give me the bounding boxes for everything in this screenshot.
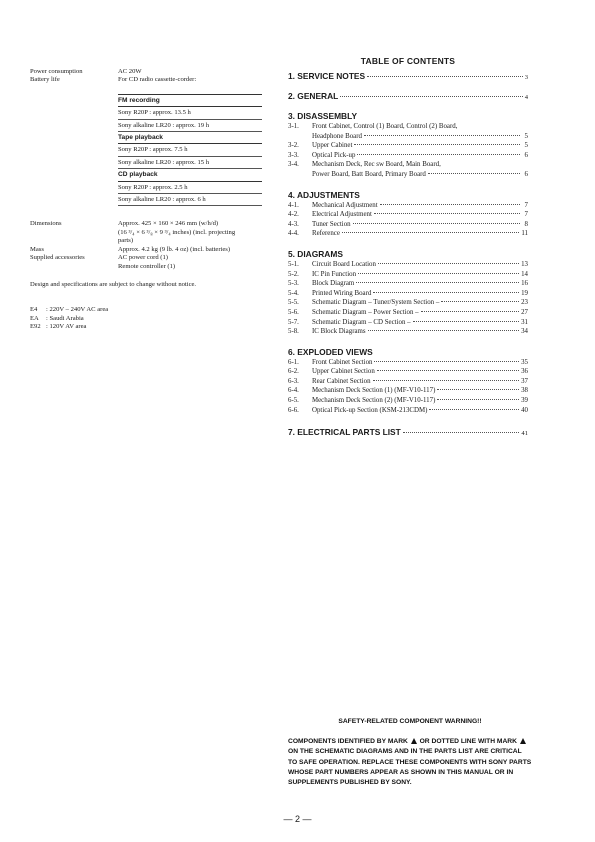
- toc-entry-text: Headphone Board: [312, 132, 362, 140]
- toc-entry-number: 5-3.: [288, 280, 299, 288]
- toc-chapter-adjustments[interactable]: 4. ADJUSTMENTS: [288, 189, 360, 200]
- toc-page-number: 31: [521, 318, 528, 326]
- table-row: Sony alkaline LR20 : approx. 19 h: [118, 120, 262, 132]
- dot-leader: [378, 263, 519, 264]
- page-number: — 2 —: [283, 814, 312, 824]
- dot-leader: [441, 301, 519, 302]
- spec-label: Supplied accessories: [30, 254, 85, 262]
- area-code: E92: [30, 323, 41, 331]
- toc-entry-text: Upper Cabinet: [312, 142, 353, 150]
- toc-entry-text: Mechanism Deck, Rec sw Board, Main Board,: [312, 161, 441, 169]
- toc-entry-text: Mechanical Adjustment: [312, 201, 378, 209]
- dot-leader: [358, 273, 519, 274]
- toc-entry-number: 5-1.: [288, 260, 299, 268]
- dot-leader: [367, 76, 523, 77]
- area-code-row: [30, 315, 262, 323]
- toc-page-number: 37: [521, 377, 528, 385]
- spec-label: Dimensions: [30, 220, 62, 228]
- toc-entry-number: 5-7.: [288, 318, 299, 326]
- toc-adjustments-list: [288, 201, 528, 239]
- toc-entry-text: Electrical Adjustment: [312, 211, 372, 219]
- toc-entry-number: 5-5.: [288, 299, 299, 307]
- dot-leader: [353, 223, 520, 224]
- toc-entry[interactable]: [288, 151, 528, 161]
- safety-heading: SAFETY-RELATED COMPONENT WARNING!!: [338, 718, 482, 725]
- toc-entry-text: Front Cabinet, Control (1) Board, Control (2) Board,: [312, 123, 458, 130]
- toc-page-number: 23: [521, 299, 528, 307]
- spec-label: Battery life: [30, 76, 60, 84]
- toc-entry[interactable]: [288, 386, 528, 396]
- toc-entry[interactable]: [288, 377, 528, 387]
- toc-page-number: 5: [524, 142, 528, 150]
- spec-note: Design and specifications are subject to change without notice.: [30, 280, 197, 288]
- toc-page-number: 6: [524, 170, 528, 178]
- safety-text-part: OR DOTTED LINE WITH MARK: [419, 738, 517, 746]
- dot-leader: [356, 282, 519, 283]
- toc-entry[interactable]: [288, 141, 528, 151]
- toc-entry-text: Schematic Diagram – Tuner/System Section –: [312, 299, 440, 307]
- dot-leader: [428, 173, 520, 174]
- spec-value: Approx. 4.2 kg (9 lb. 4 oz) (incl. batteries): [118, 245, 231, 253]
- dot-leader: [403, 432, 520, 433]
- toc-entry[interactable]: [288, 201, 528, 211]
- toc-entry[interactable]: [288, 406, 528, 416]
- toc-entry-text: IC Pin Function: [312, 270, 357, 278]
- toc-page-number: 6: [524, 151, 528, 159]
- toc-page-number: 7: [524, 201, 528, 209]
- toc-entry[interactable]: [288, 260, 528, 270]
- toc-chapter-label: 2. GENERAL: [288, 91, 339, 101]
- toc-entry-text: Printed Wiring Board: [312, 289, 372, 297]
- dot-leader: [354, 144, 520, 145]
- toc-entry-number: 4-2.: [288, 211, 299, 219]
- dot-leader: [377, 370, 519, 371]
- safety-text: [288, 737, 532, 788]
- dot-leader: [374, 361, 519, 362]
- toc-title: TABLE OF CONTENTS: [360, 56, 456, 66]
- toc-entry-text: Optical Pick-up Section (KSM-213CDM): [312, 406, 428, 414]
- toc-entry-number: 3-1.: [288, 123, 299, 130]
- spec-value-line: AC power cord (1): [118, 254, 168, 262]
- toc-entry-number: 4-3.: [288, 220, 299, 228]
- area-code: E4: [30, 306, 38, 314]
- toc-chapter-exploded-views[interactable]: 6. EXPLODED VIEWS: [288, 346, 373, 357]
- toc-chapter-label: 1. SERVICE NOTES: [288, 71, 366, 81]
- toc-chapter-disassembly[interactable]: 3. DISASSEMBLY: [288, 111, 358, 121]
- toc-entry-text: Upper Cabinet Section: [312, 368, 375, 376]
- toc-entry[interactable]: [288, 289, 528, 299]
- toc-entry-number: 5-8.: [288, 328, 299, 336]
- toc-page-number: 41: [521, 430, 528, 438]
- toc-entry[interactable]: [288, 160, 528, 179]
- toc-entry[interactable]: [288, 327, 528, 337]
- spec-mass: [30, 246, 262, 254]
- toc-chapter-label: 7. ELECTRICAL PARTS LIST: [288, 427, 401, 438]
- spec-value: [118, 254, 262, 271]
- dot-leader: [340, 96, 522, 97]
- toc-entry-number: 6-1.: [288, 358, 299, 366]
- toc-entry-number: 6-4.: [288, 387, 299, 395]
- spec-dimensions: [30, 220, 262, 245]
- spec-value-line: Approx. 425 × 160 × 246 mm (w/h/d): [118, 220, 219, 228]
- toc-entry-number: 4-1.: [288, 201, 299, 209]
- spec-value-line: Remote controller (1): [118, 262, 176, 270]
- safety-warning: [288, 717, 532, 788]
- toc-page-number: 4: [524, 94, 528, 101]
- dot-leader: [421, 311, 520, 312]
- toc-entry-number: 3-3.: [288, 151, 299, 159]
- toc-entry[interactable]: [288, 396, 528, 406]
- area-code: EA: [30, 314, 39, 322]
- spec-value-line: (16 ³/₄ × 6 ³/₈ × 9 ³/₄ inches) (incl. projecting: [118, 228, 236, 236]
- toc-page-number: 7: [524, 211, 528, 219]
- warning-triangle-icon: [520, 738, 526, 744]
- toc-entry-number: 6-3.: [288, 377, 299, 385]
- toc-entry-number: 5-6.: [288, 308, 299, 316]
- spec-label: Mass: [30, 245, 44, 253]
- toc-page-number: 39: [521, 397, 528, 405]
- spec-value: [118, 220, 262, 245]
- dot-leader: [357, 154, 520, 155]
- toc-entry[interactable]: [288, 210, 528, 220]
- spec-value: AC 20W: [118, 68, 142, 75]
- toc-entry[interactable]: [288, 229, 528, 239]
- toc-entry-number: 6-5.: [288, 397, 299, 405]
- table-of-contents: [288, 56, 528, 437]
- dot-leader: [380, 204, 520, 205]
- toc-entry-text: Front Cabinet Section: [312, 358, 373, 366]
- toc-page-number: 36: [521, 368, 528, 376]
- toc-entry-text: Circuit Board Location: [312, 260, 376, 268]
- toc-entry-number: 5-2.: [288, 270, 299, 278]
- toc-page-number: 34: [521, 328, 528, 336]
- dot-leader: [429, 409, 519, 410]
- area-code-row: [30, 306, 262, 314]
- dot-leader: [368, 330, 520, 331]
- spec-battery: [30, 76, 262, 84]
- toc-entry-number: 4-4.: [288, 230, 299, 238]
- toc-entry[interactable]: [288, 367, 528, 377]
- toc-entry-text: Tuner Section: [312, 220, 351, 228]
- spec-label: Power consumption: [30, 68, 83, 75]
- toc-entry[interactable]: [288, 270, 528, 280]
- toc-entry-text: Optical Pick-up: [312, 151, 356, 159]
- toc-entry[interactable]: [288, 308, 528, 318]
- area-desc: : 120V AV area: [46, 323, 87, 331]
- toc-page-number: 38: [521, 387, 528, 395]
- toc-entry[interactable]: [288, 279, 528, 289]
- table-section-heading: CD playback: [118, 169, 262, 181]
- toc-entry[interactable]: [288, 220, 528, 230]
- area-code-row: [30, 323, 262, 331]
- toc-chapter-electrical-parts-list[interactable]: [288, 427, 528, 437]
- toc-entry-text: Schematic Diagram – CD Section –: [312, 318, 411, 326]
- toc-entry[interactable]: [288, 298, 528, 308]
- dot-leader: [373, 292, 519, 293]
- table-row: Sony R20P : approx. 2.5 h: [118, 182, 262, 194]
- toc-page-number: 19: [521, 289, 528, 297]
- toc-entry-text: IC Block Diagrams: [312, 328, 366, 336]
- spec-accessories: [30, 254, 262, 271]
- spec-value-line: parts): [118, 237, 134, 245]
- dot-leader: [437, 389, 519, 390]
- table-row: Sony R20P : approx. 7.5 h: [118, 144, 262, 156]
- dot-leader: [413, 321, 520, 322]
- toc-entry-number: 3-4.: [288, 161, 299, 169]
- table-row: Sony alkaline LR20 : approx. 6 h: [118, 194, 262, 206]
- table-row: Sony R20P : approx. 13.5 h: [118, 107, 262, 119]
- toc-entry-text: Schematic Diagram – Power Section –: [312, 308, 419, 316]
- warning-triangle-icon: [411, 738, 417, 744]
- spec-power: [30, 68, 262, 76]
- toc-entry-number: 6-6.: [288, 406, 299, 414]
- toc-entry-number: 3-2.: [288, 142, 299, 150]
- battery-life-table: [118, 94, 262, 207]
- toc-page-number: 40: [521, 406, 528, 414]
- toc-page-number: 13: [521, 260, 528, 268]
- toc-page-number: 5: [524, 132, 528, 140]
- safety-text-part: ON THE SCHEMATIC DIAGRAMS AND IN THE PARTS LIST ARE CRITICAL TO SAFE OPERATION. REPLACE THESE COMPONENTS WITH SONY PARTS WHOSE PART NUMBERS APPEAR AS SHOWN IN THIS MANUAL OR IN SUPPLEMENTS PUBLISHED BY SONY.: [288, 748, 532, 787]
- toc-entry-text: Mechanism Deck Section (1) (MF-V10-117): [312, 387, 436, 395]
- toc-page-number: 8: [524, 220, 528, 228]
- toc-entry-number: 5-4.: [288, 289, 299, 297]
- toc-entry-number: 6-2.: [288, 368, 299, 376]
- toc-chapter-general[interactable]: [288, 91, 528, 101]
- spec-value: For CD radio cassette-corder:: [118, 76, 197, 84]
- area-desc: : Saudi Arabia: [46, 314, 84, 322]
- toc-page-number: 27: [521, 308, 528, 316]
- toc-diagrams-list: [288, 260, 528, 337]
- toc-page-number: 35: [521, 358, 528, 366]
- area-desc: : 220V – 240V AC area: [46, 306, 109, 314]
- toc-entry-text: Block Diagram: [312, 280, 355, 288]
- table-row: Sony alkaline LR20 : approx. 15 h: [118, 157, 262, 169]
- toc-entry[interactable]: [288, 122, 528, 141]
- table-section-heading: FM recording: [118, 95, 262, 107]
- toc-entry[interactable]: [288, 358, 528, 368]
- toc-chapter-service-notes[interactable]: [288, 71, 528, 81]
- toc-page-number: 14: [521, 270, 528, 278]
- dot-leader: [437, 399, 519, 400]
- safety-text-part: COMPONENTS IDENTIFIED BY MARK: [288, 738, 408, 746]
- toc-entry-text: Mechanism Deck Section (2) (MF-V10-117): [312, 397, 436, 405]
- dot-leader: [373, 380, 520, 381]
- toc-entry-text: Reference: [312, 230, 340, 238]
- toc-exploded-views-list: [288, 358, 528, 416]
- toc-page-number: 11: [521, 230, 528, 238]
- dot-leader: [342, 232, 519, 233]
- toc-entry-text: Power Board, Batt Board, Primary Board: [312, 170, 426, 178]
- area-codes: [30, 306, 262, 331]
- toc-entry-text: Rear Cabinet Section: [312, 377, 371, 385]
- toc-page-number: 16: [521, 280, 528, 288]
- dot-leader: [374, 213, 520, 214]
- toc-page-number: 3: [524, 74, 528, 81]
- dot-leader: [364, 135, 520, 136]
- specifications: [30, 68, 262, 332]
- table-section-heading: Tape playback: [118, 132, 262, 144]
- toc-entry[interactable]: [288, 318, 528, 328]
- toc-chapter-diagrams[interactable]: 5. DIAGRAMS: [288, 248, 343, 259]
